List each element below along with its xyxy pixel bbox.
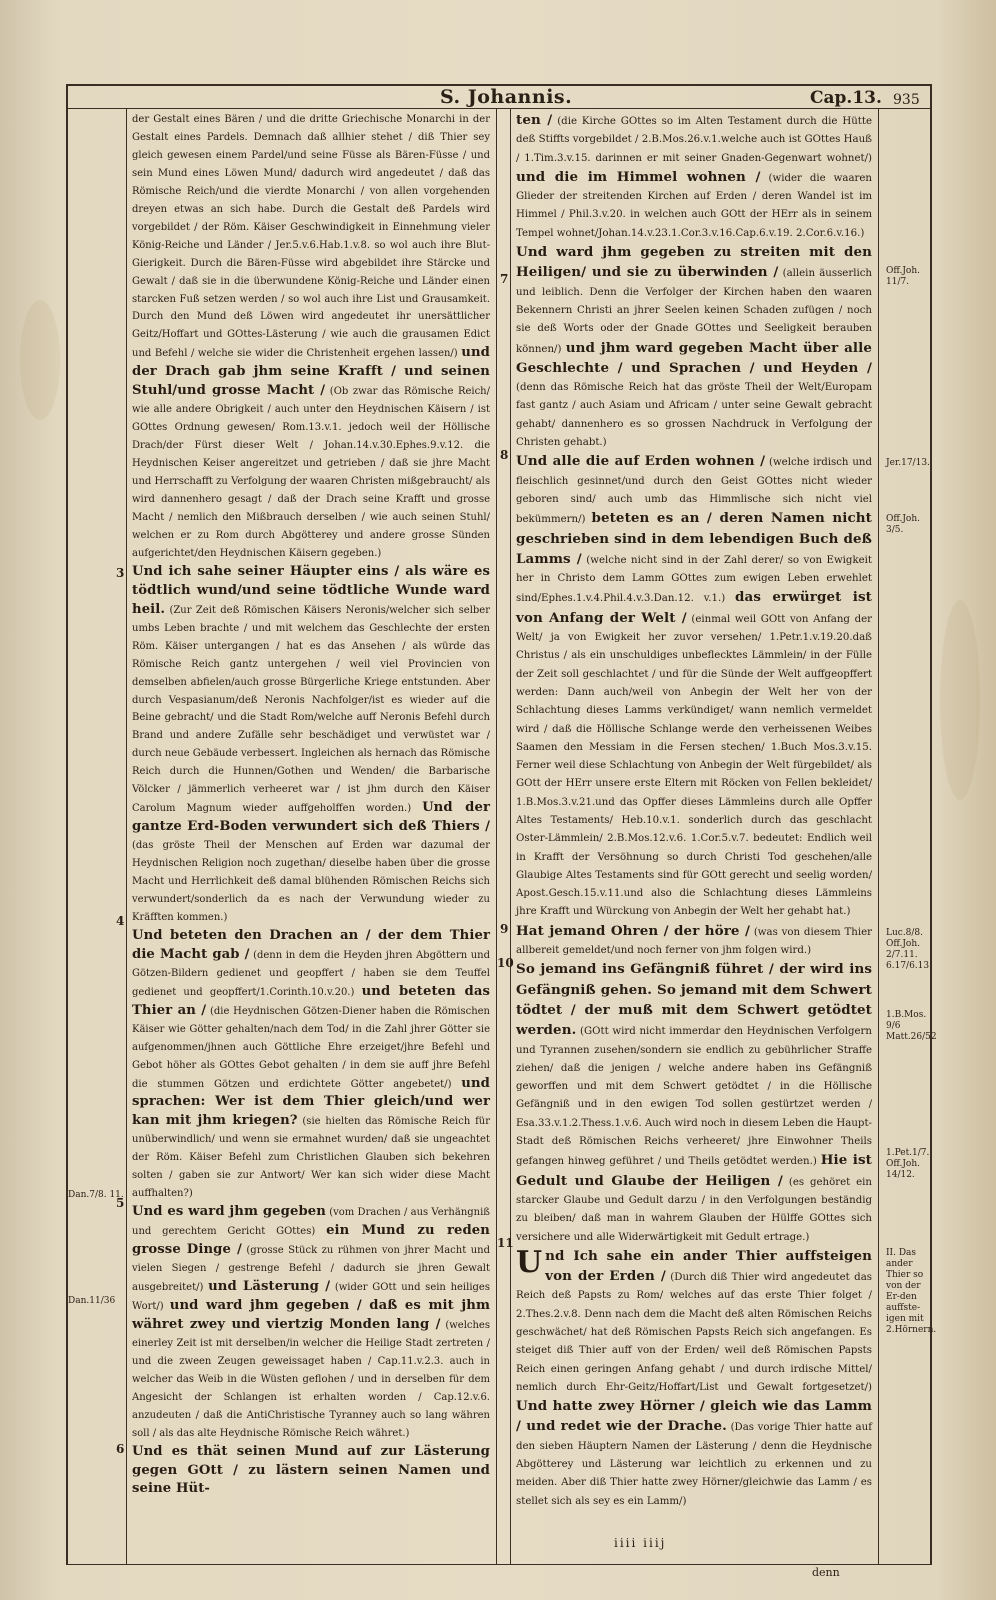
margin-note-offjoh3: Off.Joh. 3/5. xyxy=(886,514,920,535)
scripture-text: Und es thät seinen Mund auf zur Lästerung gegen GOtt / zu lästern seinen Namen und seine Hüt- xyxy=(132,1443,490,1497)
frame-right-rule xyxy=(930,84,932,1564)
commentary-text: (einmal weil GOtt von Anfang der Welt/ ja von Ewigkeit her zuvor versehen/ 1.Petr.1.v.19.20.daß Christus / als ein unschuldiges unbeflecktes Lämmlein/ in der Fülle der Zeit soll geschlachtet / und für die Sünde der Welt auffgeopffert werden: Dann auch/weil von Anbegin der Welt her von der Schlachtung dieses Lamms verkündiget/ wann nemlich vermeldet wird / daß die Höllische Schlange werde den verheissenen Weibes Saamen den Messiam in die Fersen stechen/ 1.Buch Mos.3.v.15. Ferner weil diese Schlachtung von Anbegin der Welt fürgebildet/ als GOtt der HErr unsere erste Eltern mit Röcken von Fellen bekleidet/ 1.B.Mos.3.v.21.und das Opffer dieses Lämmleins durch alle Opffer Altes Testaments/ Heb.10.v.1. sonderlich durch das geschlacht Oster-Lämmlein/ 2.B.Mos.12.v.6. 1.Cor.5.v.7. bedeutet: Endlich weil in Krafft der Versöhnung so durch Christi Tod geschehen/alle Glaubige Altes Testaments sind für GOtt gerecht und seelig worden/ Apost.Gesch.15.v.11.und also die Schlachtung dieses Lämmleins jhre Krafft und Würckung von Anbegin der Welt her gehabt hat.) xyxy=(516,613,873,918)
frame-header-rule xyxy=(66,108,932,109)
commentary-text: der Gestalt eines Bären / und die dritte Griechische Monarchi in der Gestalt eines Pardels. Demnach daß allhier stehet / diß Thier sey gleich gewesen einem Pardel/und seine Füsse als Bären-Füsse / und sein Mund eines Löwen Mund/ dadurch wird angedeutet / daß das Römische Reich/und die vierdte Monarchi / von allen vorgehenden dreyen etwas an sich habe. Durch die Gestalt deß Pardels wird vorgebildet / der Röm. Käiser Geschwindigkeit in Einnehmung vieler König-Reiche und Länder / Jer.5.v.6.Hab.1.v.8. so wol auch ihre Blut-Gierigkeit. Durch die Bären-Füsse wird abgebildet ihre Stärcke und Gewalt / daß sie in die überwundene König-Reiche und Länder einen starcken Fuß setzen werden / so wol auch ihre List und Grausamkeit. Durch den Mund deß Löwen wird angedeutet ihr unersättlicher Geitz/Hoffart und GOttes-Lästerung / wie auch die grausamen Edict und Befehl / welche sie wider die Christenheit ergehen lassen/) xyxy=(132,114,490,360)
left-margin-rule xyxy=(126,108,127,1564)
verse-number-7: 7 xyxy=(500,272,509,286)
gutter-rule-left xyxy=(496,108,497,1564)
scripture-text: und Lästerung / xyxy=(208,1279,331,1294)
left-column xyxy=(132,111,490,1499)
scripture-text: und jhm ward gegeben Macht über alle Geschlechte / und Sprachen / und Heyden / xyxy=(516,339,872,376)
commentary-text: (Zur Zeit deß Römischen Käisers Neronis/welcher sich selber umbs Leben brachte / und mit welchem das Geschlechte der ersten Röm. Käiser untergangen / hat es das Ansehen / als würde das Römische Reich gantz untergehen / weil viel Provincien von demselben abfielen/auch grosse Bürgerliche Kriege entstunden. Aber durch Vespasianum/deß Neronis Nachfolger/ist es wieder auf die Beine gebracht/ und die Stadt Rom/welche auff Neronis Befehl durch Brand und andere Zufälle sehr beschädiget und verwüstet war / durch neue Gebäude verbessert. Ingleichen als hernach das Römische Reich durch die Hunnen/Gothen und Wenden/ die Barbarische Völcker / jämmerlich verheeret war / ist jhm durch den Käiser Carolum Magnum wieder auffgeholffen worden.) xyxy=(132,604,491,815)
margin-note-ander-thier: II. Das ander Thier so von der Er-den auffste-igen mit 2.Hörnern. xyxy=(886,1248,937,1335)
commentary-text: (sie hielten das Römische Reich für unüberwindlich/ und wenn sie ermahnet wurden/ daß sie ungeachtet der Röm. Käiser Befehl zum Christlichen Glauben sich bekehren solten / gaben sie zur Antwort/ Wer kan sich wider diese Macht auffhalten?) xyxy=(132,1116,490,1200)
margin-note-jer17: Jer.17/13. xyxy=(886,458,930,468)
catchword: denn xyxy=(812,1566,840,1579)
margin-note-dan11: Dan.11/36 xyxy=(68,1296,116,1306)
commentary-text: (die Kirche GOttes so im Alten Testament durch die Hütte deß Stiffts vorgebildet / 2.B.Mos.26.v.1.welche auch ist GOttes Hauß / 1.Tim.3.v.15. darinnen er mit seiner Gnaden-Gegenwart wohnet/) xyxy=(516,116,872,164)
commentary-text: (Das vorige Thier hatte auf den sieben Häuptern Namen der Lästerung / denn die Heydnische Abgötterey und Lästerung war leichtlich zu erkennen und zu meiden. Aber diß Thier hatte zwey Hörner/gleichwie das Lamm / es stellet sich als sey es ein Lamm/) xyxy=(516,1422,872,1507)
commentary-text: (welche irdisch und fleischlich gesinnet/und durch den Geist GOttes nicht wieder geboren sind/ auch umb das Himmlische sich nicht viel bekümmern/) xyxy=(516,457,872,526)
margin-note-dan7: Dan.7/8. 11. xyxy=(68,1190,124,1200)
paragraph xyxy=(516,243,872,452)
verse-number-3: 3 xyxy=(116,566,125,580)
verse-number-9: 9 xyxy=(500,922,509,936)
margin-note-pet1: 1.Pet.1/7. Off.Joh. 14/12. xyxy=(886,1148,930,1180)
margin-note-luc8: Luc.8/8. Off.Joh. 2/7.11. 6.17/6.13. xyxy=(886,928,932,971)
chapter-label: Cap.13. xyxy=(810,88,882,108)
scripture-text: Und hatte zwey Hörner / gleich wie das Lamm / und redet wie der Drache. xyxy=(516,1398,872,1435)
scripture-text: Hat jemand Ohren / der höre / xyxy=(516,922,750,939)
paragraph xyxy=(132,563,490,927)
paper-stain xyxy=(940,600,980,800)
scripture-text: beteten es an / deren Namen nicht geschrieben sind in dem lebendigen Buch deß Lamms / xyxy=(516,510,872,567)
verse-number-5: 5 xyxy=(116,1196,125,1210)
paragraph xyxy=(516,922,872,961)
scripture-text: und der Drach gab jhm seine Krafft / und seinen Stuhl/und grosse Macht / xyxy=(132,345,490,399)
commentary-text: (grosse Stück zu rühmen von jhrer Macht und vielen Siegen / gestrenge Befehl / dadurch sie jhren Gewalt ausgebreitet/) xyxy=(132,1245,491,1293)
margin-note-offjoh11: Off.Joh. 11/7. xyxy=(886,266,920,287)
scripture-text: und sprachen: Wer ist dem Thier gleich/und wer kan mit jhm kriegen? xyxy=(132,1075,490,1129)
commentary-text: (es gehöret ein starcker Glaube und Gedult darzu / in den Verfolgungen beständig zu bleiben/ daß man in wahrem Glauben der Hülffe GOttes sich versichere und alle Widerwärtigkeit mit Gedult ertrage.) xyxy=(516,1176,872,1243)
commentary-text: (welches einerley Zeit ist mit derselben/in welcher die Heilige Stadt zertreten / und die zween Zeugen geweissaget haben / Cap.11.v.2.3. auch in welcher das Weib in die Wüsten geflohen / und in derselben für dem Angesicht der Schlangen ist erhalten worden / Cap.12.v.6. anzudeuten / daß die AntiChristische Tyranney auch so lang währen soll / als das alte Heydnische Römische Reich währet.) xyxy=(132,1319,490,1439)
running-head: S. Johannis. xyxy=(440,86,573,108)
commentary-text: (denn in dem die Heyden jhren Abgöttern und Götzen-Bildern gedienet und geopffert / haben sie dem Teuffel gedienet und geopffert/1.Corinth.10.v.20.) xyxy=(132,949,490,998)
paragraph xyxy=(516,1244,872,1511)
scripture-text: ein Mund zu reden grosse Dinge / xyxy=(132,1223,490,1258)
scripture-text: und ward jhm gegeben / daß es mit jhm währet zwey und viertzig Monden lang / xyxy=(132,1297,490,1332)
commentary-text: (die Heydnischen Götzen-Diener haben die Römischen Käiser wie Götter gehalten/nach dem Tod/ in die Zahl jhrer Götter sie aufgenommen/jhnen auch Göttliche Ehre erzeiget/jhre Befehl und Gebot höher als GOttes Gebot gehalten / in dem sie auff jhre Befehl die stummen Götzen und erdichtete Götter angebetet/) xyxy=(132,1005,490,1090)
verse-number-8: 8 xyxy=(500,448,509,462)
commentary-text: (allein äusserlich und leiblich. Denn die Verfolger der Kirchen haben den waaren Bekennern Christi an jhrer Seelen keinen Schaden zufügen / noch sie deß Worts oder der Gnade GOttes und Seeligkeit berauben können/) xyxy=(516,268,872,355)
scripture-text: und beteten das Thier an / xyxy=(132,983,491,1018)
commentary-text: (wider die waaren Glieder der streitenden Kirchen auf Erden / deren Wandel ist im Himmel / Phil.3.v.20. in welchen auch GOtt der HErr als in seinem Tempel wohnet/Johan.14.v.23.1.Cor.3.v.16.Cap.6.v.19. 2.Cor.6.v.16.) xyxy=(516,172,872,239)
scripture-text: Hie ist Gedult und Glaube der Heiligen / xyxy=(516,1152,872,1189)
verse-number-11: 11 xyxy=(497,1236,514,1250)
commentary-text: (Ob zwar das Römische Reich/ wie alle andere Obrigkeit / auch unter den Heydnischen Käisern / ist GOttes Ordnung gewesen/ Rom.13.v.1. jedoch weil der Höllische Drach/der Fürst dieser Welt / Johan.14.v.30.Ephes.9.v.12. die Heydnischen Keiser angereitzet und getrieben / daß sie jhre Macht und Herrschafft zu Verfolgung der waaren Christen mißgebraucht/ als wird dannenhero gesagt / daß der Drach seine Krafft und grosse Macht / nemlich den Mißbrauch derselben / wie auch seinen Stuhl/ welchen er zu Rom durch Abgötterey und andere grosse Sünden aufgerichtet/den Heydnischen Käisern gegeben.) xyxy=(132,386,490,559)
right-column xyxy=(516,111,872,1511)
commentary-text: (denn das Römische Reich hat das gröste Theil der Welt/Europam fast gantz / auch Asiam und Africam / unter seine Gewalt gebracht gehabt/ dannenhero es so grossen Nachdruck in Verfolgung der Christen gehabt.) xyxy=(516,382,872,449)
drop-capital: U xyxy=(516,1244,543,1280)
paragraph xyxy=(132,1203,490,1442)
commentary-text: (wider GOtt und sein heiliges Wort/) xyxy=(132,1282,490,1312)
scripture-text: ten / xyxy=(516,112,553,128)
folio-number: 935 xyxy=(893,92,920,108)
scripture-text: das erwürget ist von Anfang der Welt / xyxy=(516,589,872,626)
commentary-text: (Durch diß Thier wird angedeutet das Reich deß Papsts zu Rom/ welches auf das erste Thier folget / 2.Thes.2.v.8. Denn nach dem die Macht deß alten Römischen Reichs geschwächet/ hat deß Römischen Papsts Reich sich angefangen. Es steiget diß Thier auff von der Erden/ weil deß Römischen Papsts Reich einen geringen Anfang gehabt / und durch irdische Mittel/ nemlich durch Ehr-Geitz/Hoffart/List und Gewalt fortgesetzet/) xyxy=(516,1272,872,1393)
paragraph xyxy=(516,960,872,1246)
paragraph xyxy=(132,1443,490,1500)
paragraph xyxy=(132,927,490,1203)
scripture-text: Und ich sahe seiner Häupter eins / als wäre es tödtlich wund/und seine tödtliche Wunde ward heil. xyxy=(132,563,490,617)
scripture-text: So jemand ins Gefängniß führet / der wird ins Gefängniß gehen. So jemand mit dem Schwert tödtet / der muß mit dem Schwert getödtet werden. xyxy=(516,961,872,1039)
commentary-text: (was von diesem Thier allbereit gemeldet/und noch ferner von jhm folgen wird.) xyxy=(516,926,873,957)
commentary-text: (das gröste Theil der Menschen auf Erden war dazumal der Heydnischen Religion noch zugethan/ dieselbe haben über die grosse Macht und Herrlichkeit deß damal blühenden Römischen Reichs sich verwundert/sonderlich da es nach der Verwundung wieder zu Kräfften kommen.) xyxy=(132,840,490,923)
paragraph xyxy=(516,452,872,921)
paragraph xyxy=(132,111,490,563)
verse-number-6: 6 xyxy=(116,1442,125,1456)
paper-stain xyxy=(20,300,60,420)
gutter-rule-right xyxy=(510,108,511,1564)
verse-number-10: 10 xyxy=(497,956,514,970)
margin-note-mos9: 1.B.Mos. 9/6 Matt.26/52 xyxy=(886,1010,937,1042)
paragraph xyxy=(516,111,872,243)
scripture-text: Und es ward jhm gegeben xyxy=(132,1204,326,1220)
scripture-text: und die im Himmel wohnen / xyxy=(516,168,761,185)
scripture-text: Und der gantze Erd-Boden verwundert sich deß Thiers / xyxy=(132,800,490,835)
frame-bottom-rule xyxy=(66,1564,932,1565)
scripture-text: nd Ich sahe ein ander Thier auffsteigen von der Erden / xyxy=(545,1247,872,1285)
right-margin-rule xyxy=(878,108,879,1564)
scripture-text: Und ward jhm gegeben zu streiten mit den Heiligen/ und sie zu überwinden / xyxy=(516,244,872,281)
signature-mark: iiii iiij xyxy=(614,1536,667,1550)
commentary-text: (vom Drachen / aus Verhängniß und gerechtem Gericht GOttes) xyxy=(132,1207,490,1238)
frame-left-rule xyxy=(66,84,68,1564)
commentary-text: (GOtt wird nicht immerdar den Heydnischen Verfolgern und Tyrannen zusehen/sondern sie endlich zu gebührlicher Straffe ziehen/ daß die jenigen / welche andere haben ins Gefängniß geworffen und mit dem Schwert getödtet / in die Höllische Gefängniß und in den ewigen Tod sollen gestürtzet werden / Esa.33.v.1.2.Thess.1.v.6. Auch wird noch in diesem Leben die Haupt-Stadt deß Römischen Reichs verheeret/ jhre Einwohner Theils gefangen hinweg geführet / und Theils getödtet werden.) xyxy=(516,1026,872,1168)
verse-number-4: 4 xyxy=(116,914,125,928)
commentary-text: (welche nicht sind in der Zahl derer/ so von Ewigkeit her in Christo dem Lamm GOttes zum ewigen Leben erwehlet sind/Ephes.1.v.4.Phil.4.v.3.Dan.12. v.1.) xyxy=(516,554,872,605)
scripture-text: Und beteten den Drachen an / der dem Thier die Macht gab / xyxy=(132,927,490,962)
scripture-text: Und alle die auf Erden wohnen / xyxy=(516,453,766,470)
